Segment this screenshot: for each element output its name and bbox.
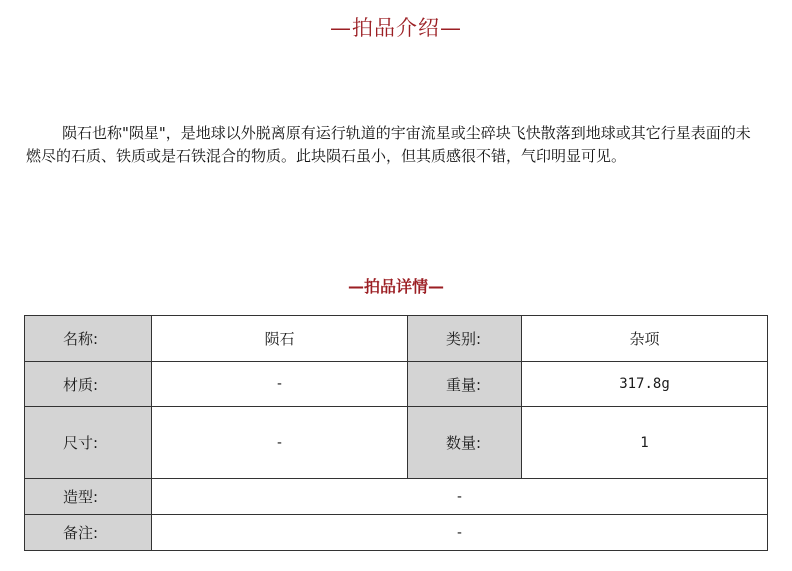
table-row: [25, 479, 768, 515]
material-label: 材质:: [25, 362, 152, 407]
category-value: 杂项: [522, 316, 768, 362]
material-value: -: [152, 362, 408, 407]
name-label: 名称:: [25, 316, 152, 362]
category-label: 类别:: [408, 316, 522, 362]
name-value: 陨石: [152, 316, 408, 362]
shape-value: -: [152, 479, 768, 515]
table-row: [25, 362, 768, 407]
table-row: [25, 407, 768, 479]
size-value: -: [152, 407, 408, 479]
intro-section-title: —拍品介绍—: [330, 16, 462, 40]
remark-label: 备注:: [25, 515, 152, 551]
table-row: [25, 316, 768, 362]
quantity-value: 1: [522, 407, 768, 479]
weight-value: 317.8g: [522, 362, 768, 407]
size-label: 尺寸:: [25, 407, 152, 479]
weight-label: 重量:: [408, 362, 522, 407]
intro-paragraph: 陨石也称"陨星"，是地球以外脱离原有运行轨道的宇宙流星或尘碎块飞快散落到地球或其它行星表面的未燃尽的石质、铁质或是石铁混合的物质。此块陨石虽小，但其质感很不错，气印明显可见。: [26, 124, 751, 165]
quantity-label: 数量:: [408, 407, 522, 479]
shape-label: 造型:: [25, 479, 152, 515]
table-row: [25, 515, 768, 551]
remark-value: -: [152, 515, 768, 551]
details-table: [24, 315, 768, 551]
details-section-title: —拍品详情—: [347, 277, 444, 296]
